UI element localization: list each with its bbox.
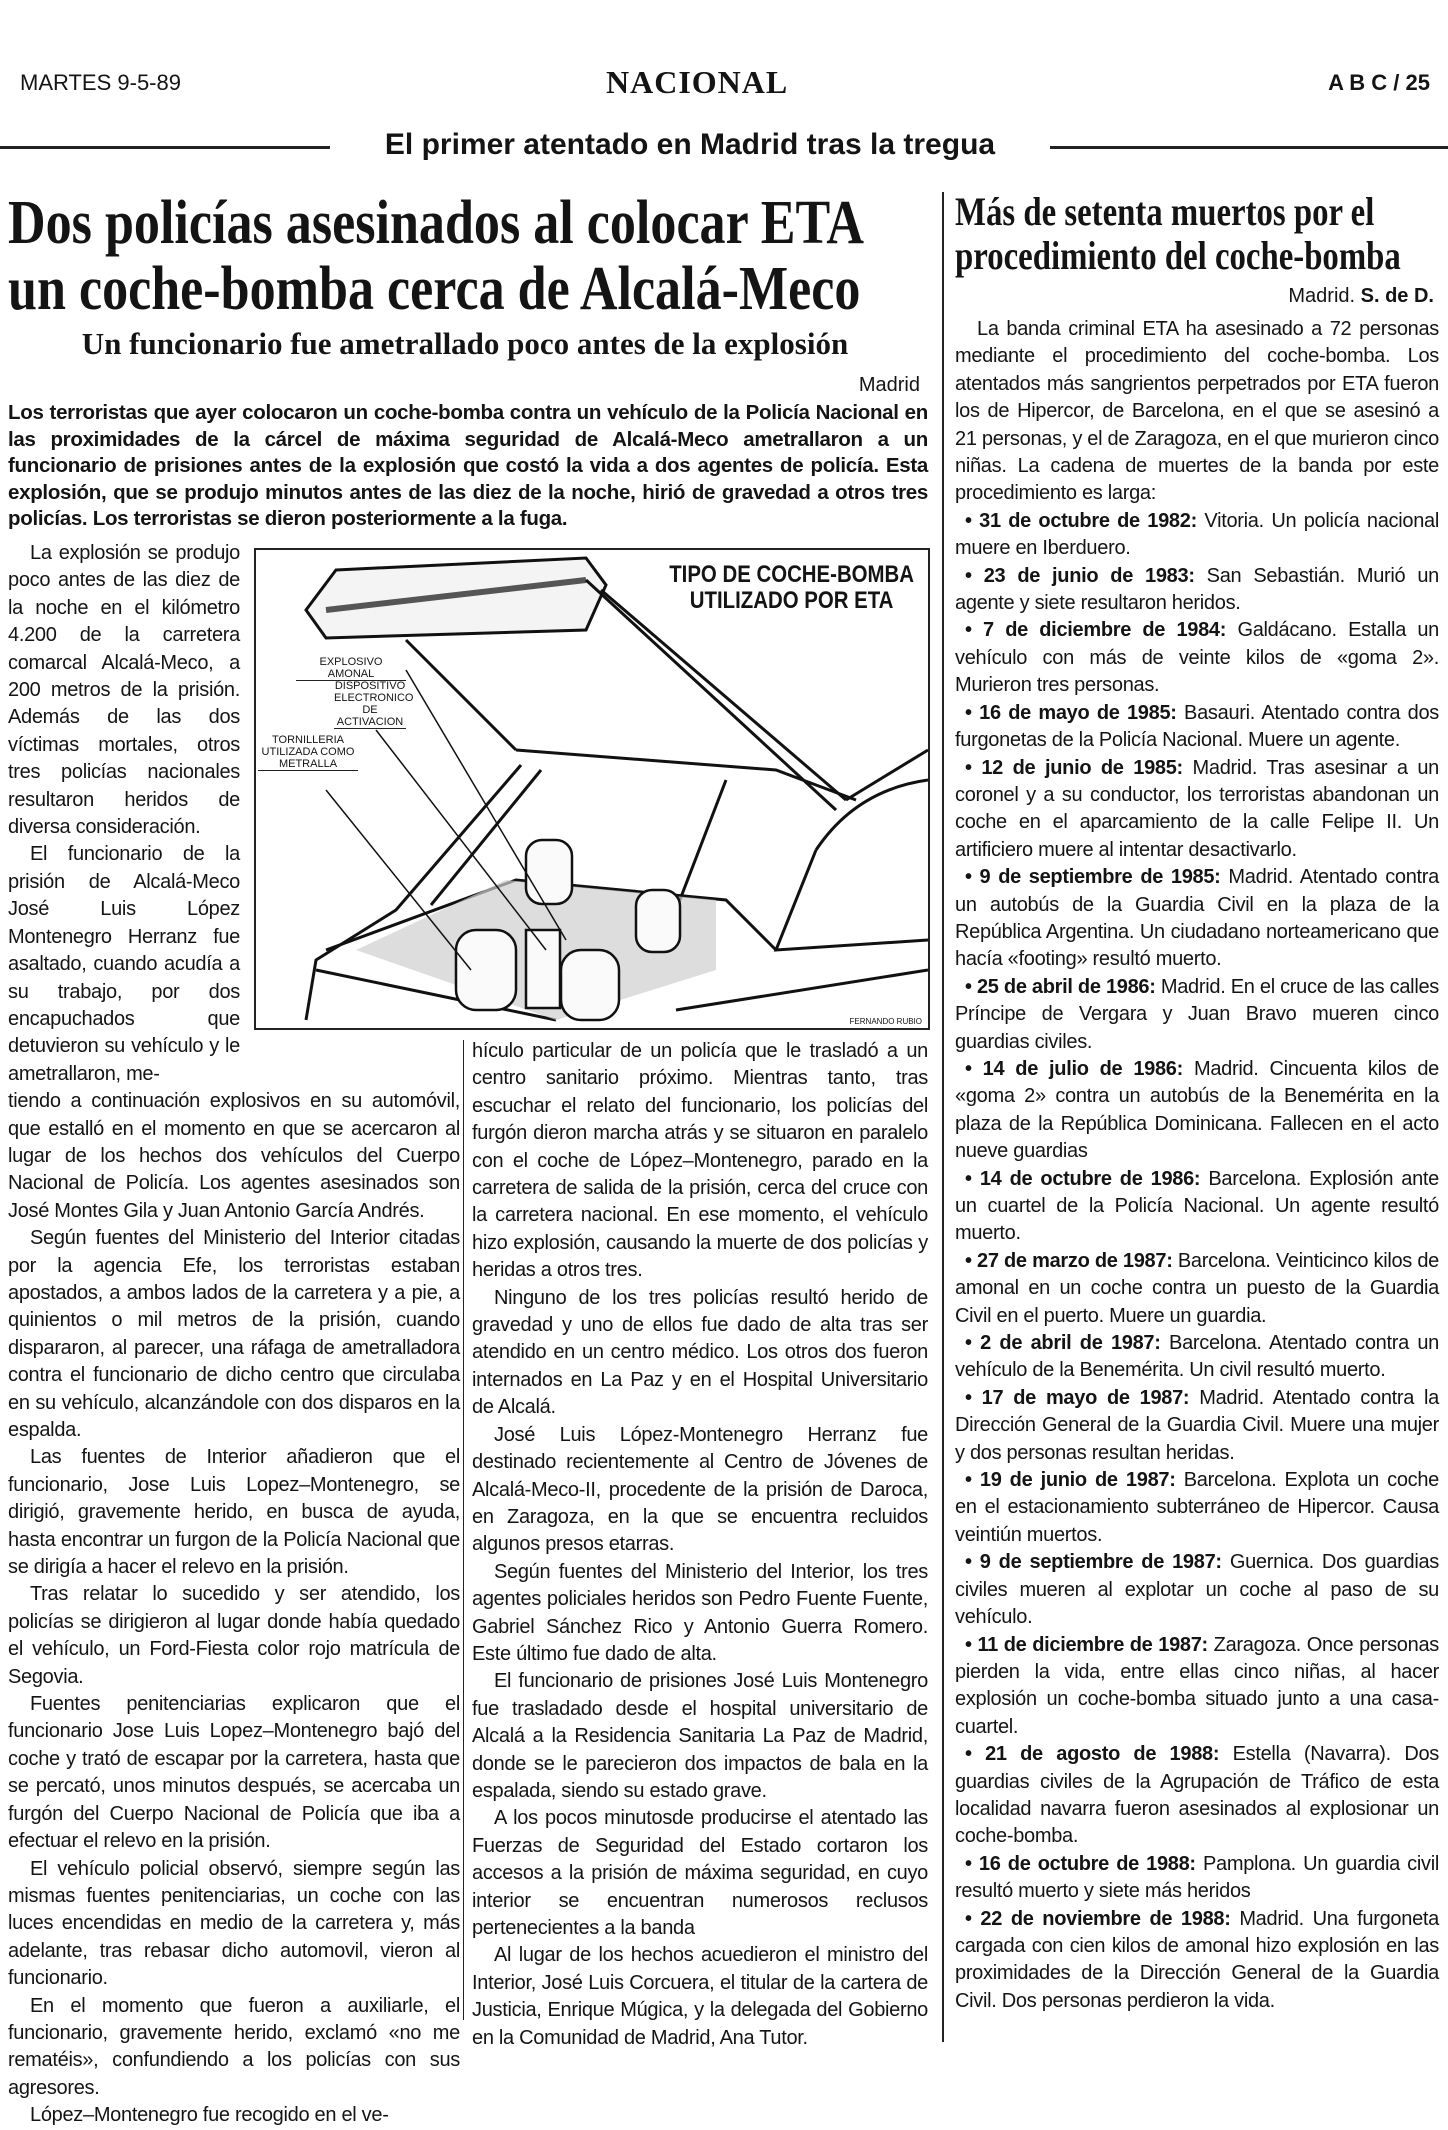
- illustration-credit: FERNANDO RUBIO: [849, 1017, 922, 1026]
- headline-line-1: Dos policías asesinados al colocar ETA: [8, 189, 865, 257]
- section-name: NACIONAL: [606, 64, 789, 100]
- attack-list-item: [955, 617, 1439, 699]
- attack-description: Zaragoza. Once personas pierden la vida, entre ellas cinco niñas, al hacer explosión un coche-bomba situado junto a una casa-cuartel.: [955, 1633, 1439, 1738]
- byline-place: Madrid.: [1288, 285, 1356, 307]
- paragraph: El funcionario de la prisión de Alcalá-Meco José Luis López Montenegro Herranz fue asaltado, cuando acudía a su trabajo, por dos encapuchados que detuvieron su vehículo y le ametrallaron, me-: [8, 843, 240, 1085]
- subheadline: Un funcionario fue ametrallado poco antes de la explosión: [81, 326, 849, 361]
- attack-list-item: [955, 1248, 1439, 1330]
- attack-date: • 7 de diciembre de 1984:: [965, 619, 1227, 642]
- attack-date: • 14 de julio de 1986:: [965, 1057, 1183, 1080]
- paragraph: Las fuentes de Interior añadieron que el funcionario, Jose Luis Lopez–Montenegro, se dirigió, gravemente herido, en busca de ayuda, hasta encontrar un furgon de la Policía Nacional que se dirigía a hacer el relevo en la prisión.: [8, 1446, 460, 1579]
- sidebar-title-line-2: procedimiento del coche-bomba: [955, 233, 1401, 278]
- kicker: El primer atentado en Madrid tras la tregua: [330, 128, 1050, 162]
- paragraph: López–Montenegro fue recogido en el ve-: [30, 2104, 389, 2127]
- paragraph: Tras relatar lo sucedido y ser atendido, los policías se dirigieron al lugar donde había quedado el vehículo, un Ford-Fiesta color rojo matrícula de Segovia.: [8, 1583, 460, 1688]
- sidebar-title-line-1: Más de setenta muertos por el: [955, 189, 1375, 234]
- paragraph: Fuentes penitenciarias explicaron que el funcionario Jose Luis Lopez–Montenegro bajó del coche y trató de escapar por la carretera, hasta que se percató, unos minutos después, se acercaba un furgón del Cuerpo Nacional de Policía que iba a efectuar el relevo en la prisión.: [8, 1693, 460, 1853]
- attack-date: • 9 de septiembre de 1987:: [965, 1551, 1222, 1574]
- attack-list-item: [955, 1385, 1439, 1467]
- attack-list-item: [955, 1906, 1439, 2016]
- sidebar-title: [955, 190, 1401, 278]
- label-explosive: EXPLOSIVO AMONAL: [296, 656, 406, 681]
- car-bomb-illustration: [254, 548, 930, 1030]
- attack-description: Estella (Navarra). Dos guardias civiles de la Agrupación de Tráfico de esta localidad navarra fueron asesinados al explosionar un coche-bomba.: [955, 1743, 1439, 1848]
- attack-list-item: [955, 1851, 1439, 1906]
- attack-list-item: [955, 864, 1439, 974]
- attack-list-item: [955, 563, 1439, 618]
- attack-description: Barcelona. Atentado contra un vehículo de la Benemérita. Un civil resultó muerto.: [955, 1332, 1439, 1382]
- figure-title-line-1: TIPO DE COCHE-BOMBA: [669, 561, 914, 588]
- paragraph: La explosión se produjo poco antes de las diez de la noche en el kilómetro 4.200 de la carretera comarcal Alcalá-Meco, a 200 metros de la prisión. Además de las dos víctimas mortales, otros tres policías nacionales resultaron heridos de diversa consideración.: [8, 542, 240, 839]
- attack-description: Barcelona. Veinticinco kilos de amonal en un coche contra un puesto de la Guardia Civil en el puerto. Muere un guardia.: [955, 1249, 1439, 1327]
- sidebar-rule: [942, 192, 944, 2042]
- attack-list-item: [955, 1632, 1439, 1742]
- attack-list-item: [955, 1056, 1439, 1166]
- figure-title-line-2: UTILIZADO POR ETA: [689, 587, 894, 614]
- attack-date: • 16 de mayo de 1985:: [965, 701, 1177, 724]
- middle-column: [472, 1038, 928, 2052]
- attack-date: • 21 de agosto de 1988:: [965, 1743, 1220, 1766]
- sidebar-intro: La banda criminal ETA ha asesinado a 72 personas mediante el procedimiento del coche-bomba. Los atentados más sangrientos perpetrados por ETA fueron los de Hipercor, de Barcelona, en el que se asesinó a 21 personas, y el de Zaragoza, en el que murieron cinco niñas. La cadena de muertes de la banda por este procedimiento es larga:: [955, 318, 1439, 505]
- attack-date: • 25 de abril de 1986:: [965, 975, 1156, 998]
- paragraph: Al lugar de los hechos acuedieron el ministro del Interior, José Luis Corcuera, el titular de la cartera de Justicia, Enrique Múgica, y la delegada del Gobierno en la Comunidad de Madrid, Ana Tutor.: [472, 1944, 928, 2049]
- attack-date: • 16 de octubre de 1988:: [965, 1852, 1196, 1875]
- attack-list-item: [955, 755, 1439, 865]
- attack-list-item: [955, 1467, 1439, 1549]
- byline-author: S. de D.: [1360, 285, 1434, 307]
- attack-description: Vitoria. Un policía nacional muere en Iberduero.: [955, 509, 1439, 560]
- attack-date: • 2 de abril de 1987:: [965, 1332, 1161, 1355]
- car-drawing-icon: [256, 550, 928, 1028]
- lead-paragraph: Los terroristas que ayer colocaron un coche-bomba contra un vehículo de la Policía Nacional en las proximidades de la cárcel de máxima seguridad de Alcalá-Meco ametrallaron a un funcionario de prisiones antes de la explosión que costó la vida a dos agentes de policía. Esta explosión, que se produjo minutos antes de las diez de la noche, hirió de gravedad a otros tres policías. Los terroristas se dieron posteriormente a la fuga.: [8, 401, 928, 530]
- attack-description: Guernica. Dos guardias civiles mueren al explotar un coche al paso de su vehículo.: [955, 1551, 1439, 1629]
- attack-date: • 22 de noviembre de 1988:: [965, 1907, 1231, 1930]
- attack-list-item: [955, 1549, 1439, 1631]
- paragraph: Ninguno de los tres policías resultó herido de gravedad y uno de ellos fue dado de alta tras ser atendido en un centro médico. Los otros dos fueron internados en La Paz y en el Hospital Universitario de Alcalá.: [472, 1286, 928, 1419]
- attack-date: • 9 de septiembre de 1985:: [965, 866, 1221, 889]
- attack-date: • 17 de mayo de 1987:: [965, 1386, 1190, 1409]
- attack-date: • 12 de junio de 1985:: [965, 756, 1183, 779]
- attack-date: • 27 de marzo de 1987:: [965, 1249, 1173, 1272]
- label-shrapnel: TORNILLERIA UTILIZADA COMO METRALLA: [258, 734, 358, 771]
- attack-description: Madrid. Atentado contra un autobús de la Guardia Civil en la plaza de la República Argentina. Un ciudadano norteamericano que hacía «footing» resultó muerto.: [955, 866, 1439, 971]
- label-device: DISPOSITIVO ELECTRONICO DE ACTIVACION: [334, 680, 414, 728]
- attack-description: Basauri. Atentado contra dos furgonetas de la Policía Nacional. Muere un agente.: [955, 701, 1439, 752]
- attack-list-item: [955, 1741, 1439, 1851]
- paragraph: hículo particular de un policía que le trasladó a un centro sanitario próximo. Mientras tanto, tras escuchar el relato del funcionario, los policías del furgón dieron marcha atrás y se situaron en paralelo con el coche de López–Montenegro, parado en la carretera de salida de la prisión, cerca del cruce con la carretera nacional. En ese momento, el vehículo hizo explosión, causando la muerte de dos policías y heridas a otros tres.: [472, 1040, 928, 1282]
- attack-description: Madrid. Una furgoneta cargada con cien kilos de amonal hizo explosión en las proximidades de la Dirección General de la Guardia Civil. Dos personas perdieron la vida.: [955, 1907, 1439, 2012]
- attack-description: Barcelona. Explota un coche en el estacionamiento subterráneo de Hipercor. Causa veintiún muertos.: [955, 1469, 1439, 1546]
- paragraph: El funcionario de prisiones José Luis Montenegro fue trasladado desde el hospital universitario de Alcalá a la Residencia Sanitaria La Paz de Madrid, donde se le parecieron dos impactos de bala en la espalada, siendo su estado grave.: [472, 1670, 928, 1802]
- attack-date: • 23 de junio de 1983:: [965, 564, 1195, 587]
- attack-description: Madrid. Atentado contra la Dirección General de la Guardia Civil. Muere una mujer y dos personas resultan heridas.: [955, 1386, 1440, 1464]
- attack-description: San Sebastián. Murió un agente y siete resultaron heridos.: [955, 564, 1439, 615]
- attack-list-item: [955, 974, 1439, 1056]
- attack-list-item: [955, 508, 1439, 563]
- attack-list-item: [955, 1330, 1439, 1385]
- attack-date: • 11 de diciembre de 1987:: [965, 1633, 1208, 1656]
- attack-description: Barcelona. Explosión ante un cuartel de la Policía Nacional. Un agente resultó muerto.: [955, 1167, 1439, 1245]
- attack-description: Pamplona. Un guardia civil resultó muerto y siete más heridos: [955, 1852, 1439, 1903]
- attack-list-item: [955, 1166, 1439, 1248]
- issue-date: MARTES 9-5-89: [20, 70, 181, 95]
- paragraph: En el momento que fueron a auxiliarle, el funcionario, gravemente herido, exclamó «no me rematéis», confundiendo a los policías con sus agresores.: [8, 1994, 460, 2099]
- column-rule: [463, 1040, 464, 2020]
- attack-date: • 31 de octubre de 1982:: [965, 509, 1197, 532]
- attack-date: • 19 de junio de 1987:: [965, 1469, 1176, 1492]
- figure-title: [669, 562, 914, 614]
- sidebar-byline: [1288, 284, 1434, 308]
- paragraph: A los pocos minutosde producirse el atentado las Fuerzas de Seguridad del Estado cortaron los accesos a la prisión de máxima seguridad, en cuyo interior se encuentran numerosos reclusos pertenecientes a la banda: [472, 1807, 928, 1939]
- attack-date: • 14 de octubre de 1986:: [965, 1167, 1201, 1190]
- sidebar-body: [955, 316, 1439, 2015]
- paragraph: tiendo a continuación explosivos en su automóvil, que estalló en el momento en que se acercaron al lugar de los hechos dos vehículos del Cuerpo Nacional de Policía. Los agentes asesinados son José Montes Gila y Juan Antonio García Andrés.: [8, 1090, 460, 1222]
- paragraph: José Luis López-Montenegro Herranz fue destinado recientemente al Centro de Jóvenes de Alcalá-Meco-II, procedente de la prisión de Daroca, en Zaragoza, en la que se encuentra recluidos algunos presos etarras.: [472, 1423, 928, 1556]
- attack-description: Madrid. En el cruce de las calles Príncipe de Vergara y Juan Bravo mueren cinco guardias civiles.: [955, 975, 1439, 1053]
- paragraph: Según fuentes del Ministerio del Interior citadas por la agencia Efe, los terroristas estaban apostados, a ambos lados de la carretera y a pie, a quinientos o mil metros de la prisión, cuando dispararon, al parecer, una ráfaga de ametralladora contra el funcionario de dicho centro que circulaba en su vehículo, alcanzándole con dos disparos en la espalda.: [8, 1227, 460, 1441]
- headline-line-2: un coche-bomba cerca de Alcalá-Meco: [8, 255, 861, 323]
- dateline: Madrid: [858, 374, 920, 396]
- paragraph: Según fuentes del Ministerio del Interior, los tres agentes policiales heridos son Pedro Fuente Fuente, Gabriel Sánchez Rico y Antonio Guerra Romero. Este último fue dado de alta.: [472, 1560, 928, 1665]
- attack-description: Galdácano. Estalla un vehículo con más de veinte kilos de «goma 2». Murieron tres personas.: [955, 619, 1439, 697]
- attack-description: Madrid. Cincuenta kilos de «goma 2» contra un autobús de la Benemérita en la plaza de la República Dominicana. Fallecen en el acto nueve guardias: [955, 1057, 1439, 1163]
- attack-list-item: [955, 700, 1439, 755]
- attack-description: Madrid. Tras asesinar a un coronel y a su conductor, los terroristas abandonan un coche en el aparcamiento de la calle Felipe II. Un artificiero muere al intentar desactivarlo.: [955, 756, 1440, 861]
- paragraph: El vehículo policial observó, siempre según las mismas fuentes penitenciarias, un coche con las luces encendidas en medio de la carretera y, más adelante, tras rebasar dicho automovil, vieron al funcionario.: [8, 1857, 460, 1990]
- page-number: A B C / 25: [1328, 70, 1430, 95]
